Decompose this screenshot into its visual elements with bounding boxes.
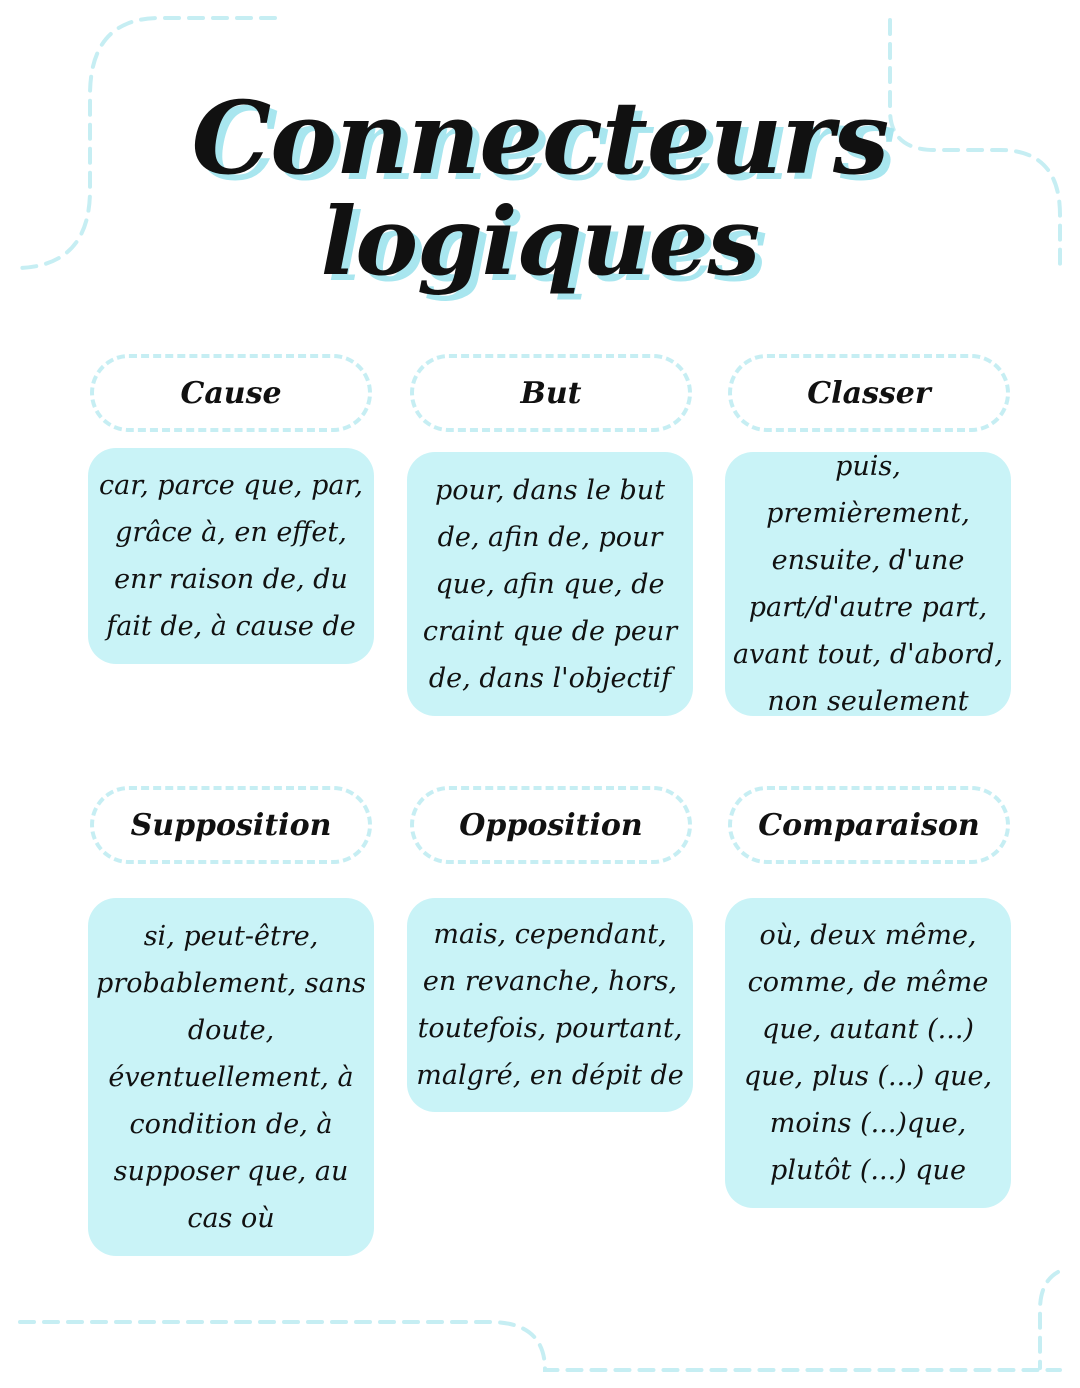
bottom-dashed-line: [20, 1322, 1060, 1370]
page-title-line-1: Connecteurs: [191, 79, 889, 197]
content-but: pour, dans le but de, afin de, pour que, afin que, de craint que de peur de, dans l'objectif: [407, 452, 693, 716]
content-comparaison: où, deux même, comme, de même que, autant (...) que, plus (...) que, moins (...)que, plutôt (...) que: [725, 898, 1011, 1208]
heading-opposition: Opposition: [410, 786, 692, 864]
content-opposition: mais, cependant, en revanche, hors, toutefois, pourtant, malgré, en dépit de: [407, 898, 693, 1112]
content-classer: puis, premièrement, ensuite, d'une part/d'autre part, avant tout, d'abord, non seulement: [725, 452, 1011, 716]
page-title-line-2: logiques: [320, 187, 760, 297]
heading-but: But: [410, 354, 692, 432]
heading-classer: Classer: [728, 354, 1010, 432]
content-supposition: si, peut-être, probablement, sans doute, éventuellement, à condition de, à supposer que, au cas où: [88, 898, 374, 1256]
heading-supposition: Supposition: [90, 786, 372, 864]
heading-comparaison: Comparaison: [728, 786, 1010, 864]
heading-cause: Cause: [90, 354, 372, 432]
bottom-right-dashed-curve: [1040, 1272, 1058, 1368]
content-cause: car, parce que, par, grâce à, en effet, enr raison de, du fait de, à cause de: [88, 448, 374, 664]
